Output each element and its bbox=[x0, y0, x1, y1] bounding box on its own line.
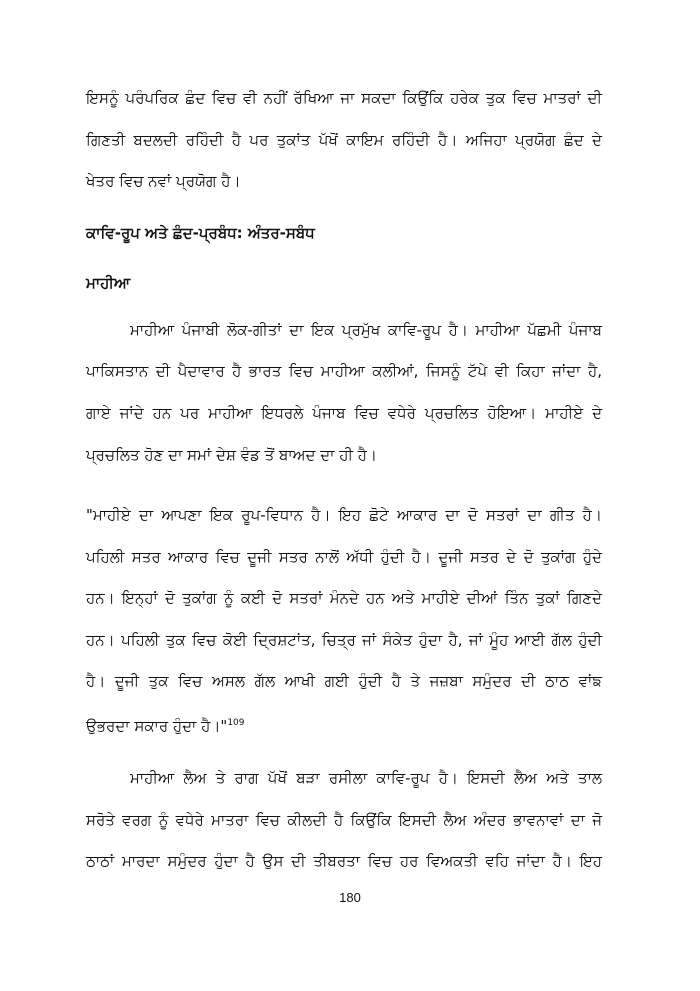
text-line-last bbox=[86, 713, 602, 736]
text-line: ਹਨ। ਇਨ੍ਹਾਂ ਦੋ ਤੁਕਾਂਗ ਨੂੰ ਕਈ ਦੋ ਸਤਰਾਂ ਮੰਨਦੇ ਹਨ ਅਤੇ ਮਾਹੀਏ ਦੀਆਂ ਤਿੰਨ ਤੁਕਾਂ ਗਿਣਦੇ bbox=[86, 589, 602, 607]
text-line: ਹੈ। ਦੂਜੀ ਤੁਕ ਵਿਚ ਅਸਲ ਗੱਲ ਆਖੀ ਗਈ ਹੁੰਦੀ ਹੈ ਤੇ ਜਜ਼ਬਾ ਸਮੁੰਦਰ ਦੀ ਠਾਠ ਵਾਂਙ bbox=[86, 672, 602, 690]
text-line: ਗਿਣਤੀ ਬਦਲਦੀ ਰਹਿੰਦੀ ਹੈ ਪਰ ਤੁਕਾਂਤ ਪੱਖੋਂ ਕਾਇਮ ਰਹਿੰਦੀ ਹੈ। ਅਜਿਹਾ ਪ੍ਰਯੋਗ ਛੰਦ ਦੇ bbox=[86, 131, 602, 149]
text-line: "ਮਾਹੀਏ ਦਾ ਆਪਣਾ ਇਕ ਰੂਪ-ਵਿਧਾਨ ਹੈ। ਇਹ ਛੋਟੇ ਆਕਾਰ ਦਾ ਦੋ ਸਤਰਾਂ ਦਾ ਗੀਤ ਹੈ। bbox=[86, 506, 602, 524]
subsection-heading: ਮਾਹੀਆ bbox=[86, 274, 131, 292]
text-line: ਪ੍ਰਚਲਿਤ ਹੋਣ ਦਾ ਸਮਾਂ ਦੇਸ਼ ਵੰਡ ਤੋਂ ਬਾਅਦ ਦਾ ਹੀ ਹੈ। bbox=[86, 446, 378, 464]
text-line: ਪਹਿਲੀ ਸਤਰ ਆਕਾਰ ਵਿਚ ਦੂਜੀ ਸਤਰ ਨਾਲੋਂ ਅੱਧੀ ਹੁੰਦੀ ਹੈ। ਦੂਜੀ ਸਤਰ ਦੇ ਦੋ ਤੁਕਾਂਗ ਹੁੰਦੇ bbox=[86, 548, 602, 566]
text-line: ਹਨ। ਪਹਿਲੀ ਤੁਕ ਵਿਚ ਕੋਈ ਦ੍ਰਿਸ਼ਟਾਂਤ, ਚਿਤ੍ਰ ਜਾਂ ਸੰਕੇਤ ਹੁੰਦਾ ਹੈ, ਜਾਂ ਮੂੰਹ ਆਈ ਗੱਲ ਹੁੰਦੀ bbox=[86, 631, 602, 649]
section-heading: ਕਾਵਿ-ਰੂਪ ਅਤੇ ਛੰਦ-ਪ੍ਰਬੰਧ: ਅੰਤਰ-ਸਬੰਧ bbox=[86, 224, 315, 242]
text-line: ਮਾਹੀਆ ਪੰਜਾਬੀ ਲੋਕ-ਗੀਤਾਂ ਦਾ ਇਕ ਪ੍ਰਮੁੱਖ ਕਾਵਿ-ਰੂਪ ਹੈ। ਮਾਹੀਆ ਪੱਛਮੀ ਪੰਜਾਬ bbox=[130, 321, 602, 339]
text-line: ਪਾਕਿਸਤਾਨ ਦੀ ਪੈਦਾਵਾਰ ਹੈ ਭਾਰਤ ਵਿਚ ਮਾਹੀਆ ਕਲੀਆਂ, ਜਿਸਨੂੰ ਟੱਪੇ ਵੀ ਕਿਹਾ ਜਾਂਦਾ ਹੈ, bbox=[86, 362, 602, 380]
footnote-marker[interactable]: 109 bbox=[227, 718, 245, 728]
text-line: ਇਸਨੂੰ ਪਰੰਪਰਿਕ ਛੰਦ ਵਿਚ ਵੀ ਨਹੀਂ ਰੱਖਿਆ ਜਾ ਸਕਦਾ ਕਿਉਂਕਿ ਹਰੇਕ ਤੁਕ ਵਿਚ ਮਾਤਰਾਂ ਦੀ bbox=[86, 89, 602, 107]
text-line: ਗਾਏ ਜਾਂਦੇ ਹਨ ਪਰ ਮਾਹੀਆ ਇਧਰਲੇ ਪੰਜਾਬ ਵਿਚ ਵਧੇਰੇ ਪ੍ਰਚਲਿਤ ਹੋਇਆ। ਮਾਹੀਏ ਦੇ bbox=[86, 404, 602, 422]
text-line: ਠਾਠਾਂ ਮਾਰਦਾ ਸਮੁੰਦਰ ਹੁੰਦਾ ਹੈ ਉਸ ਦੀ ਤੀਬਰਤਾ ਵਿਚ ਹਰ ਵਿਅਕਤੀ ਵਹਿ ਜਾਂਦਾ ਹੈ। ਇਹ bbox=[86, 852, 602, 870]
text-line: ਮਾਹੀਆ ਲੈਅ ਤੇ ਰਾਗ ਪੱਖੋਂ ਬੜਾ ਰਸੀਲਾ ਕਾਵਿ-ਰੂਪ ਹੈ। ਇਸਦੀ ਲੈਅ ਅਤੇ ਤਾਲ bbox=[130, 769, 602, 787]
text-line: ਸਰੋਤੇ ਵਰਗ ਨੂੰ ਵਧੇਰੇ ਮਾਤਰਾ ਵਿਚ ਕੀਲਦੀ ਹੈ ਕਿਉਂਕਿ ਇਸਦੀ ਲੈਅ ਅੰਦਰ ਭਾਵਨਾਵਾਂ ਦਾ ਜੋ bbox=[86, 811, 602, 829]
quote-end-text: ਉਭਰਦਾ ਸਕਾਰ ਹੁੰਦਾ ਹੈ।" bbox=[86, 717, 228, 735]
page-number: 180 bbox=[339, 890, 361, 905]
text-line: ਖੇਤਰ ਵਿਚ ਨਵਾਂ ਪ੍ਰਯੋਗ ਹੈ। bbox=[86, 172, 241, 190]
